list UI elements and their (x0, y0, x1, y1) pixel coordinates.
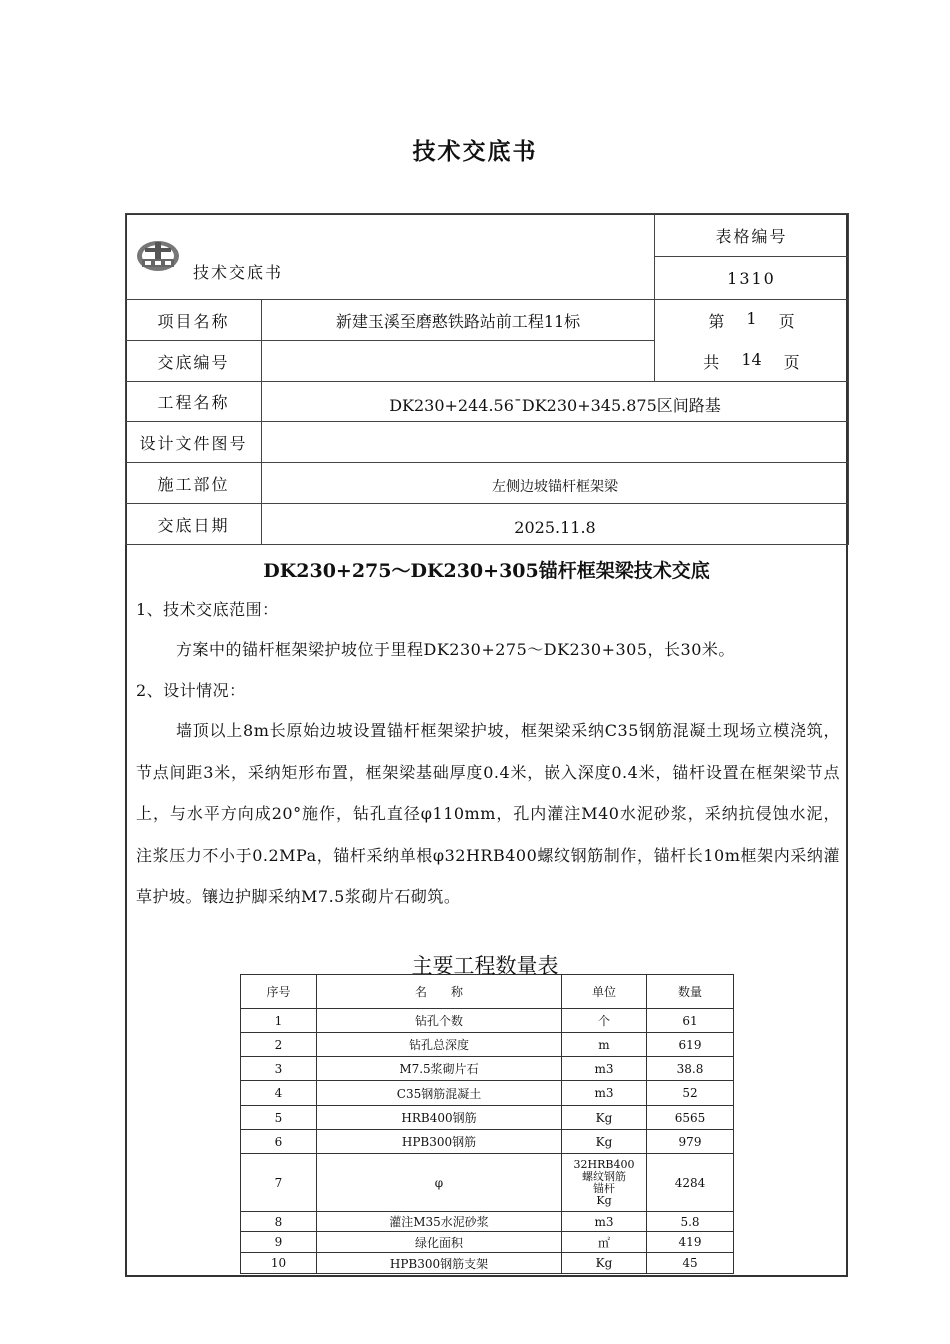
table-row (241, 1009, 734, 1033)
drawing-no-value (262, 422, 849, 463)
logo-cell (126, 214, 655, 300)
table-row (241, 1130, 734, 1154)
cell-unit: m3 (562, 1057, 647, 1081)
cell-quantity: 38.8 (647, 1057, 734, 1081)
header-index: 序号 (241, 975, 317, 1009)
document-title: 技术交底书 (412, 138, 538, 165)
quantity-table (240, 974, 734, 1274)
cell-unit: m3 (562, 1081, 647, 1106)
cell-quantity: 619 (647, 1033, 734, 1057)
cell-quantity: 419 (647, 1232, 734, 1253)
header-quantity: 数量 (647, 975, 734, 1009)
page-suffix: 页 (778, 311, 795, 331)
design-text: 墙顶以上8m长原始边坡设置锚杆框架梁护坡，框架梁采纳C35钢筋混凝土现场立模浇筑，节点间距3米，采纳矩形布置，框架梁基础厚度0.4米，嵌入深度0.4米，锚杆设置在框架梁节点上，与水平方向成20°施作，钻孔直径φ110mm，孔内灌注M40水泥砂浆，采纳抗侵蚀水泥，注浆压力不小于0.2MPa，锚杆采纳单根φ32HRB400螺纹钢筋制作，锚杆长10m框架内采纳灌草护坡。镶边护脚采纳M7.5浆砌片石砌筑。 (136, 721, 840, 906)
header-name: 名 称 (317, 975, 562, 1009)
cell-index: 6 (241, 1130, 317, 1154)
cell-unit: Kg (562, 1253, 647, 1274)
cell-index: 1 (241, 1009, 317, 1033)
project-name-value: 新建玉溪至磨憨铁路站前工程11标 (262, 300, 655, 341)
handover-no-value (262, 341, 655, 382)
cell-name: HRB400钢筋 (317, 1106, 562, 1130)
cell-unit: Kg (562, 1106, 647, 1130)
cell-unit: 个 (562, 1009, 647, 1033)
cell-unit: m (562, 1033, 647, 1057)
handover-date-label: 交底日期 (126, 504, 262, 545)
cell-name: 钻孔总深度 (317, 1033, 562, 1057)
table-header-row (241, 975, 734, 1009)
cell-name: C35钢筋混凝土 (317, 1081, 562, 1106)
page-info-cell (655, 300, 849, 382)
cell-quantity: 979 (647, 1130, 734, 1154)
design-heading: 2、设计情况： (136, 681, 246, 700)
cell-index: 4 (241, 1081, 317, 1106)
table-row (241, 1081, 734, 1106)
cell-quantity: 5.8 (647, 1212, 734, 1232)
cell-quantity: 61 (647, 1009, 734, 1033)
construction-part-value: 左侧边坡锚杆框架梁 (262, 463, 849, 504)
table-row (241, 1253, 734, 1274)
cell-index: 3 (241, 1057, 317, 1081)
cell-unit: 32HRB400 螺纹钢筋 锚杆 Kg (562, 1154, 647, 1212)
cell-name: φ (317, 1154, 562, 1212)
cell-index: 5 (241, 1106, 317, 1130)
cell-index: 9 (241, 1232, 317, 1253)
header-unit: 单位 (562, 975, 647, 1009)
total-prefix: 共 (703, 352, 720, 372)
cell-index: 8 (241, 1212, 317, 1232)
table-row (241, 1057, 734, 1081)
cell-unit: ㎡ (562, 1232, 647, 1253)
cell-index: 7 (241, 1154, 317, 1212)
cell-name: M7.5浆砌片石 (317, 1057, 562, 1081)
total-suffix: 页 (783, 352, 800, 372)
table-row (241, 1232, 734, 1253)
cell-name: 绿化面积 (317, 1232, 562, 1253)
page-prefix: 第 (708, 311, 725, 331)
section-title: DK230+275～DK230+305锚杆框架梁技术交底 (263, 560, 710, 582)
handover-no-label: 交底编号 (126, 341, 262, 382)
header-table (125, 213, 849, 545)
quantity-table-title: 主要工程数量表 (411, 954, 559, 978)
railway-logo-icon (136, 240, 180, 272)
cell-name: HPB300钢筋支架 (317, 1253, 562, 1274)
cell-unit: Kg (562, 1130, 647, 1154)
cell-name: 灌注M35水泥砂浆 (317, 1212, 562, 1232)
cell-quantity: 52 (647, 1081, 734, 1106)
cell-index: 10 (241, 1253, 317, 1274)
cell-quantity: 6565 (647, 1106, 734, 1130)
table-row (241, 1033, 734, 1057)
project-name-label: 项目名称 (126, 300, 262, 341)
cell-name: HPB300钢筋 (317, 1130, 562, 1154)
handover-date-value: 2025.11.8 (262, 504, 849, 545)
construction-part-label: 施工部位 (126, 463, 262, 504)
drawing-no-label: 设计文件图号 (126, 422, 262, 463)
page-number: 1 (746, 308, 757, 328)
cell-index: 2 (241, 1033, 317, 1057)
table-row (241, 1212, 734, 1232)
work-name-value: DK230+244.56¯DK230+345.875区间路基 (262, 382, 849, 422)
scope-text: 方案中的锚杆框架梁护坡位于里程DK230+275～DK230+305，长30米。 (176, 640, 735, 659)
form-no-label: 表格编号 (655, 214, 849, 257)
scope-heading: 1、技术交底范围： (136, 600, 279, 619)
work-name-label: 工程名称 (126, 382, 262, 422)
total-pages: 14 (741, 349, 762, 369)
table-row (241, 1106, 734, 1130)
cell-quantity: 4284 (647, 1154, 734, 1212)
cell-unit: m3 (562, 1212, 647, 1232)
table-row (241, 1154, 734, 1212)
cell-name: 钻孔个数 (317, 1009, 562, 1033)
cell-quantity: 45 (647, 1253, 734, 1274)
form-no-value: 1310 (655, 257, 849, 300)
logo-text: 技术交底书 (193, 263, 284, 282)
